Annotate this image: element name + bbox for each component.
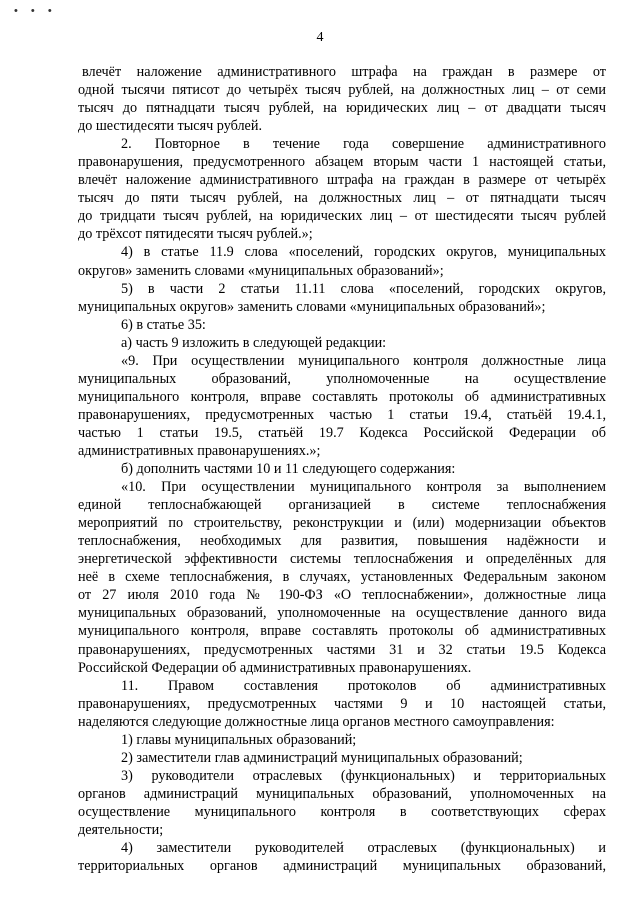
text-line: 11. Правом составления протоколов об административных xyxy=(121,677,606,694)
text-line: единой теплоснабжающей организацией в системе теплоснабжения xyxy=(78,497,606,514)
text-line: наделяются следующие должностные лица органов местного самоуправления: xyxy=(78,713,555,730)
text-line: 4) заместители руководителей отраслевых (функциональных) и xyxy=(121,840,606,857)
text-line: теплоснабжения, необходимых для развития, повышения надёжности и xyxy=(78,533,606,550)
text-line: правонарушениях, предусмотренных частями 31 и 32 статьи 19.5 Кодекса xyxy=(78,641,606,658)
text-line: до шестидесяти тысяч рублей. xyxy=(78,118,262,135)
text-line: от 27 июля 2010 года № 190-ФЗ «О теплоснабжении», должностные лица xyxy=(78,587,606,604)
text-line: муниципальных образований, уполномоченные на осуществление данного вида xyxy=(78,605,606,622)
text-line: влечёт наложение административного штрафа на граждан в размере от четырёх xyxy=(78,172,606,189)
text-line: Российской Федерации об административных правонарушениях. xyxy=(78,659,472,676)
text-line: правонарушениях, предусмотренных частью 1 статьи 19.4, статьёй 19.4.1, xyxy=(78,406,606,423)
text-line: округов» заменить словами «муниципальных образований»; xyxy=(78,262,444,279)
text-line: 3) руководители отраслевых (функциональных) и территориальных xyxy=(121,767,606,784)
text-line: тысяч до пяти тысяч рублей, на должностных лиц – от пятнадцати тысяч xyxy=(78,190,606,207)
text-line: частью 1 статьи 19.5, статьёй 19.7 Кодекса Российской Федерации об xyxy=(78,424,606,441)
text-line: муниципальных округов» заменить словами «муниципальных образований»; xyxy=(78,298,546,315)
text-line: осуществление муниципального контроля в соответствующих сферах xyxy=(78,803,606,820)
text-line: 1) главы муниципальных образований; xyxy=(121,731,357,748)
scan-marks: • • • xyxy=(14,5,57,17)
text-line: 4) в статье 11.9 слова «поселений, городских округов, муниципальных xyxy=(121,244,606,261)
page-number: 4 xyxy=(316,30,324,45)
text-line: «9. При осуществлении муниципального контроля должностные лица xyxy=(121,352,606,369)
text-line: неё в схеме теплоснабжения, в случаях, установленных Федеральным законом xyxy=(78,569,606,586)
text-line: муниципального контроля, вправе составлять протоколы об административных xyxy=(78,388,606,405)
text-line: до тридцати тысяч рублей, на юридических лиц – от шестидесяти тысяч рублей xyxy=(78,208,606,225)
text-line: энергетической эффективности системы теплоснабжения и определённых для xyxy=(78,551,606,568)
text-line: тысяч до пятнадцати тысяч рублей, на юридических лиц – от двадцати тысяч xyxy=(78,100,606,117)
text-line: 2. Повторное в течение года совершение административного xyxy=(121,136,606,153)
text-line: одной тысячи пятисот до четырёх тысяч рублей, на должностных лиц – от семи xyxy=(78,82,606,99)
text-line: б) дополнить частями 10 и 11 следующего содержания: xyxy=(121,461,456,478)
text-line: «10. При осуществлении муниципального контроля за выполнением xyxy=(121,479,606,496)
text-line: 2) заместители глав администраций муниципальных образований; xyxy=(121,749,523,766)
text-line: административных правонарушениях.»; xyxy=(78,442,321,459)
text-line: муниципальных образований, уполномоченные на осуществление xyxy=(78,370,606,387)
text-line: органов администраций муниципальных образований, уполномоченных на xyxy=(78,785,606,802)
document-body xyxy=(78,63,606,875)
text-line: до трёхсот пятидесяти тысяч рублей.»; xyxy=(78,226,313,243)
text-line: правонарушения, предусмотренного абзацем вторым части 1 настоящей статьи, xyxy=(78,154,606,171)
text-line: деятельности; xyxy=(78,821,164,838)
text-line: правонарушениях, предусмотренных частями 9 и 10 настоящей статьи, xyxy=(78,695,606,712)
text-line: мероприятий по строительству, реконструкции и (или) модернизации объектов xyxy=(78,515,606,532)
text-line: 5) в части 2 статьи 11.11 слова «поселений, городских округов, xyxy=(121,280,606,297)
text-line: а) часть 9 изложить в следующей редакции: xyxy=(121,334,387,351)
text-line: 6) в статье 35: xyxy=(121,316,206,333)
text-line: влечёт наложение административного штрафа на граждан в размере от xyxy=(82,64,606,80)
text-line: территориальных органов администраций муниципальных образований, xyxy=(78,858,606,875)
text-line: муниципального контроля, вправе составлять протоколы об административных xyxy=(78,623,606,640)
